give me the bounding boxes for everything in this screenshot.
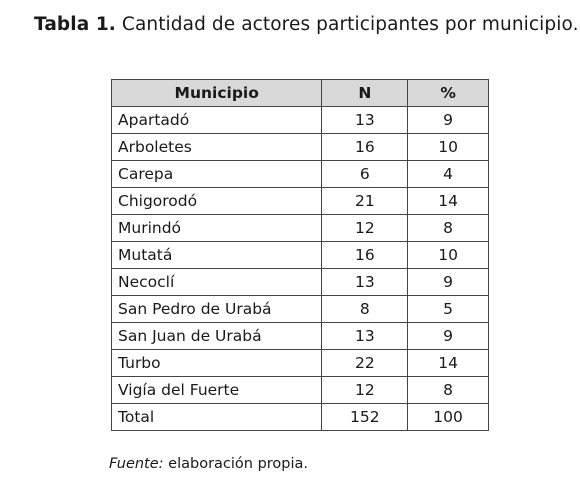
cell-n: 22	[322, 350, 408, 377]
table-source-note	[109, 456, 308, 472]
table-header-row	[112, 80, 489, 107]
cell-municipio: Chigorodó	[112, 188, 322, 215]
cell-total-percent: 100	[408, 404, 489, 431]
table-row	[112, 350, 489, 377]
cell-n: 6	[322, 161, 408, 188]
cell-n: 8	[322, 296, 408, 323]
cell-municipio: San Juan de Urabá	[112, 323, 322, 350]
header-percent: %	[408, 80, 489, 107]
cell-n: 13	[322, 269, 408, 296]
cell-percent: 10	[408, 134, 489, 161]
cell-percent: 9	[408, 107, 489, 134]
cell-municipio: Carepa	[112, 161, 322, 188]
table-total-row	[112, 404, 489, 431]
cell-total-n: 152	[322, 404, 408, 431]
cell-total-label: Total	[112, 404, 322, 431]
cell-municipio: Necoclí	[112, 269, 322, 296]
header-n: N	[322, 80, 408, 107]
cell-municipio: Turbo	[112, 350, 322, 377]
cell-percent: 9	[408, 323, 489, 350]
cell-municipio: San Pedro de Urabá	[112, 296, 322, 323]
cell-n: 12	[322, 377, 408, 404]
municipality-table	[111, 79, 489, 431]
cell-n: 21	[322, 188, 408, 215]
cell-percent: 4	[408, 161, 489, 188]
cell-municipio: Murindó	[112, 215, 322, 242]
table-caption	[34, 14, 579, 35]
cell-percent: 14	[408, 350, 489, 377]
table-row	[112, 134, 489, 161]
table-row	[112, 242, 489, 269]
source-text: elaboración propia.	[163, 456, 309, 472]
table-row	[112, 377, 489, 404]
cell-percent: 14	[408, 188, 489, 215]
table-row	[112, 161, 489, 188]
cell-n: 16	[322, 242, 408, 269]
cell-percent: 5	[408, 296, 489, 323]
table-caption-label: Tabla 1.	[34, 14, 116, 35]
table-row	[112, 323, 489, 350]
cell-percent: 10	[408, 242, 489, 269]
table-row	[112, 296, 489, 323]
table-row	[112, 269, 489, 296]
cell-n: 13	[322, 107, 408, 134]
cell-percent: 8	[408, 377, 489, 404]
cell-municipio: Apartadó	[112, 107, 322, 134]
cell-n: 12	[322, 215, 408, 242]
table-row	[112, 215, 489, 242]
cell-municipio: Vigía del Fuerte	[112, 377, 322, 404]
source-label: Fuente:	[109, 456, 164, 472]
cell-municipio: Arboletes	[112, 134, 322, 161]
cell-n: 13	[322, 323, 408, 350]
cell-percent: 8	[408, 215, 489, 242]
header-municipio: Municipio	[112, 80, 322, 107]
table-row	[112, 107, 489, 134]
cell-percent: 9	[408, 269, 489, 296]
cell-municipio: Mutatá	[112, 242, 322, 269]
table-row	[112, 188, 489, 215]
table-caption-text: Cantidad de actores participantes por municipio.	[121, 14, 579, 35]
cell-n: 16	[322, 134, 408, 161]
